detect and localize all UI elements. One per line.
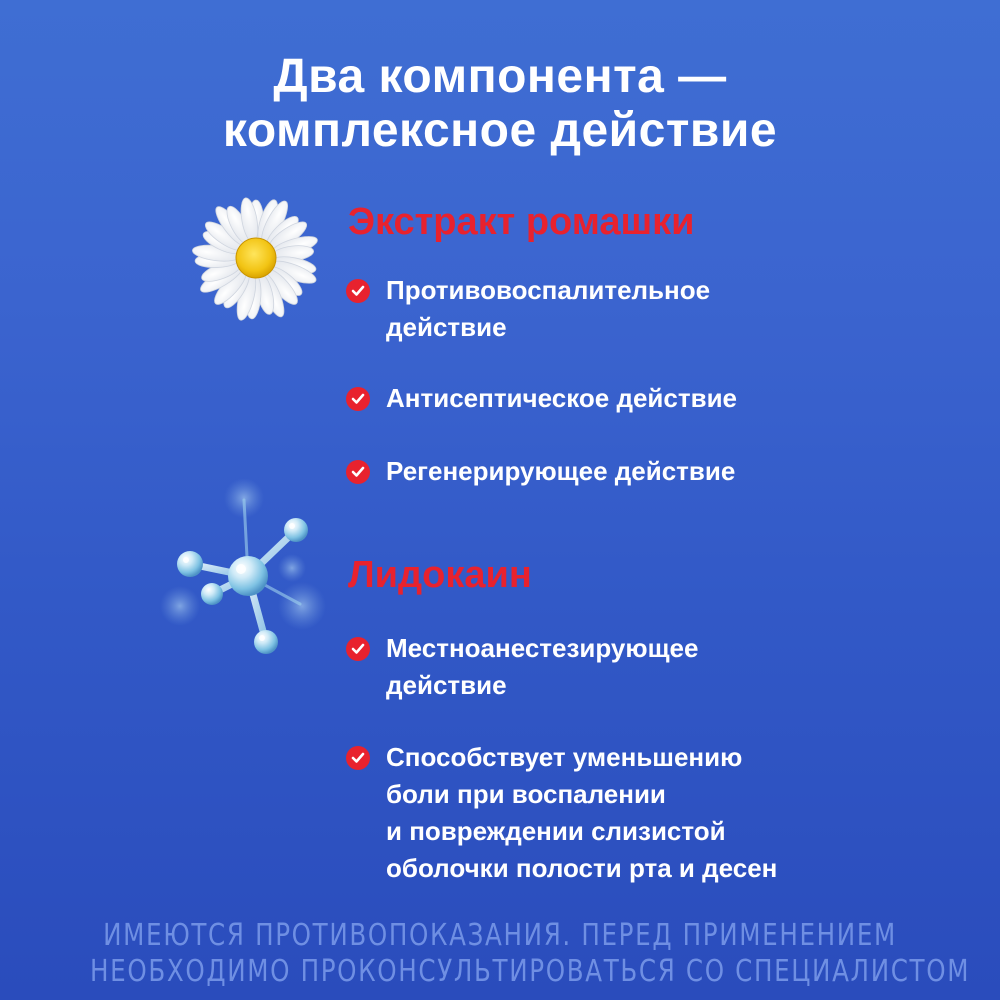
benefit-text — [386, 630, 698, 704]
page-title-line-2: комплексное действие — [222, 104, 778, 157]
benefit-item — [346, 380, 737, 417]
benefit-text-line: боли при воспалении — [386, 779, 666, 809]
check-icon — [346, 460, 370, 484]
benefit-item — [346, 453, 735, 490]
benefit-text — [386, 272, 710, 346]
benefit-text-line: Противовоспалительное — [386, 275, 711, 305]
page-title-line-1: Два компонента — — [273, 50, 727, 103]
disclaimer-line-1: ИМЕЮТСЯ ПРОТИВОПОКАЗАНИЯ. ПЕРЕД ПРИМЕНЕНИЕМ — [103, 918, 897, 953]
daisy-icon — [180, 188, 330, 333]
benefit-text-line: действие — [386, 312, 507, 342]
disclaimer-text — [90, 918, 971, 990]
benefit-text — [386, 453, 735, 490]
benefit-text-line: действие — [386, 670, 507, 700]
page-title — [0, 50, 1000, 158]
check-icon — [346, 746, 370, 770]
benefit-text-line: Антисептическое действие — [386, 383, 738, 413]
check-icon — [346, 279, 370, 303]
benefit-item — [346, 630, 698, 704]
check-icon — [346, 387, 370, 411]
check-icon — [346, 637, 370, 661]
benefit-text-line: Способствует уменьшению — [386, 742, 743, 772]
section-title-lidocaine: Лидокаин — [348, 554, 532, 596]
benefit-text-line: и повреждении слизистой — [386, 816, 726, 846]
benefit-text — [386, 380, 737, 417]
benefit-text-line: Местноанестезирующее — [386, 633, 699, 663]
molecule-icon — [150, 470, 340, 670]
benefit-item — [346, 739, 777, 887]
disclaimer-line-2: НЕОБХОДИМО ПРОКОНСУЛЬТИРОВАТЬСЯ СО СПЕЦИАЛИСТОМ — [90, 954, 971, 989]
benefit-text — [386, 739, 777, 887]
benefit-text-line: Регенерирующее действие — [386, 456, 736, 486]
benefit-text-line: оболочки полости рта и десен — [386, 853, 778, 883]
section-title-chamomile: Экстракт ромашки — [348, 201, 695, 243]
benefit-item — [346, 272, 710, 346]
